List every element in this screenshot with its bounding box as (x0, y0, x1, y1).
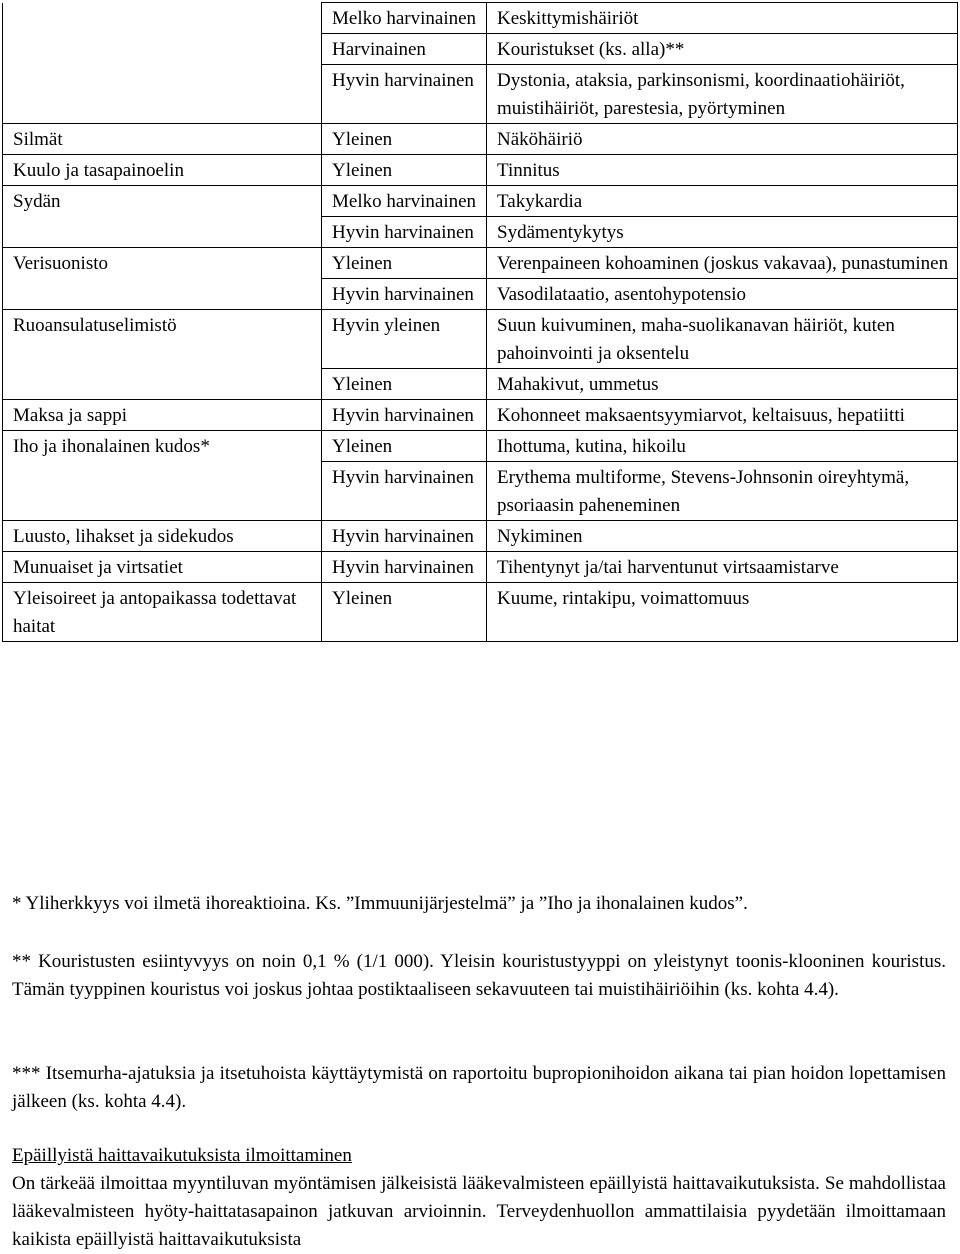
table-row (3, 310, 958, 369)
frequency-cell: Hyvin harvinainen (322, 279, 487, 310)
table-row (3, 34, 958, 65)
frequency-cell: Hyvin harvinainen (322, 521, 487, 552)
adverse-effect-cell: Erythema multiforme, Stevens-Johnsonin oireyhtymä, psoriaasin paheneminen (487, 462, 958, 521)
frequency-cell: Melko harvinainen (322, 186, 487, 217)
footnote-3-text: *** Itsemurha-ajatuksia ja itsetuhoista käyttäytymistä on raportoitu bupropionihoidon aikana tai pian hoidon lopettamisen jälkeen (ks. kohta 4.4). (12, 1063, 946, 1112)
frequency-cell: Hyvin harvinainen (322, 65, 487, 124)
adverse-effect-cell: Kouristukset (ks. alla)** (487, 34, 958, 65)
table-row (3, 155, 958, 186)
adverse-effects-table-body (3, 3, 958, 642)
adverse-effect-cell: Suun kuivuminen, maha-suolikanavan häiriöt, kuten pahoinvointi ja oksentelu (487, 310, 958, 369)
table-row (3, 124, 958, 155)
organ-class-cell (3, 34, 322, 65)
table-row (3, 521, 958, 552)
organ-class-cell (3, 217, 322, 248)
adverse-effect-cell: Tinnitus (487, 155, 958, 186)
frequency-cell: Hyvin harvinainen (322, 552, 487, 583)
table-row (3, 400, 958, 431)
adverse-effect-cell: Mahakivut, ummetus (487, 369, 958, 400)
organ-class-cell: Munuaiset ja virtsatiet (3, 552, 322, 583)
organ-class-cell: Yleisoireet ja antopaikassa todettavat haitat (3, 583, 322, 642)
organ-class-cell: Verisuonisto (3, 248, 322, 279)
adverse-effect-cell: Kuume, rintakipu, voimattomuus (487, 583, 958, 642)
footnote-2-text: ** Kouristusten esiintyvyys on noin 0,1 % (1/1 000). Yleisin kouristustyyppi on yleistynyt toonis-klooninen kouristus. Tämän tyyppinen kouristus voi joskus johtaa postiktaaliseen sekavuuteen tai muistihäiriöihin (ks. kohta 4.4). (12, 951, 946, 1000)
table-row (3, 279, 958, 310)
table-row (3, 3, 958, 34)
table-row (3, 552, 958, 583)
frequency-cell: Yleinen (322, 583, 487, 642)
footnote-hypersensitivity (12, 890, 946, 918)
frequency-cell: Harvinainen (322, 34, 487, 65)
table-row (3, 583, 958, 642)
organ-class-cell (3, 3, 322, 34)
organ-class-cell: Maksa ja sappi (3, 400, 322, 431)
table-row (3, 65, 958, 124)
frequency-cell: Yleinen (322, 248, 487, 279)
organ-class-cell: Silmät (3, 124, 322, 155)
adverse-effect-cell: Sydämentykytys (487, 217, 958, 248)
frequency-cell: Yleinen (322, 431, 487, 462)
organ-class-cell: Iho ja ihonalainen kudos* (3, 431, 322, 462)
frequency-cell: Hyvin harvinainen (322, 217, 487, 248)
adverse-effect-cell: Kohonneet maksaentsyymiarvot, keltaisuus, hepatiitti (487, 400, 958, 431)
footnote-suicidal (12, 1060, 946, 1116)
organ-class-cell (3, 65, 322, 124)
frequency-cell: Hyvin yleinen (322, 310, 487, 369)
organ-class-cell: Kuulo ja tasapainoelin (3, 155, 322, 186)
adverse-effect-cell: Verenpaineen kohoaminen (joskus vakavaa), punastuminen (487, 248, 958, 279)
footnote-1-text: * Yliherkkyys voi ilmetä ihoreaktioina. Ks. ”Immuunijärjestelmä” ja ”Iho ja ihonalainen kudos”. (12, 893, 748, 914)
organ-class-cell (3, 279, 322, 310)
organ-class-cell: Luusto, lihakset ja sidekudos (3, 521, 322, 552)
table-row (3, 462, 958, 521)
frequency-cell: Hyvin harvinainen (322, 400, 487, 431)
table-row (3, 369, 958, 400)
adverse-effects-table (2, 2, 958, 642)
adverse-effect-cell: Näköhäiriö (487, 124, 958, 155)
adverse-effect-cell: Vasodilataatio, asentohypotensio (487, 279, 958, 310)
adverse-effect-cell: Nykiminen (487, 521, 958, 552)
organ-class-cell (3, 369, 322, 400)
table-row (3, 186, 958, 217)
table-row (3, 217, 958, 248)
organ-class-cell (3, 462, 322, 521)
frequency-cell: Melko harvinainen (322, 3, 487, 34)
adverse-effect-cell: Keskittymishäiriöt (487, 3, 958, 34)
frequency-cell: Hyvin harvinainen (322, 462, 487, 521)
organ-class-cell: Ruoansulatuselimistö (3, 310, 322, 369)
reporting-section (12, 1142, 946, 1254)
adverse-effect-cell: Tihentynyt ja/tai harventunut virtsaamistarve (487, 552, 958, 583)
reporting-heading: Epäillyistä haittavaikutuksista ilmoittaminen (12, 1145, 352, 1166)
table-row (3, 431, 958, 462)
adverse-effect-cell: Dystonia, ataksia, parkinsonismi, koordinaatiohäiriöt, muistihäiriöt, parestesia, pyörtyminen (487, 65, 958, 124)
organ-class-cell: Sydän (3, 186, 322, 217)
frequency-cell: Yleinen (322, 369, 487, 400)
frequency-cell: Yleinen (322, 124, 487, 155)
reporting-paragraph: On tärkeää ilmoittaa myyntiluvan myöntämisen jälkeisistä lääkevalmisteen epäillyistä haittavaikutuksista. Se mahdollistaa lääkevalmisteen hyöty-haittatasapainon jatkuvan arvioinnin. Terveydenhuollon ammattilaisia pyydetään ilmoittamaan kaikista epäillyistä haittavaikutuksista (12, 1173, 946, 1250)
adverse-effect-cell: Ihottuma, kutina, hikoilu (487, 431, 958, 462)
footnote-seizures (12, 948, 946, 1004)
adverse-effect-cell: Takykardia (487, 186, 958, 217)
frequency-cell: Yleinen (322, 155, 487, 186)
table-row (3, 248, 958, 279)
